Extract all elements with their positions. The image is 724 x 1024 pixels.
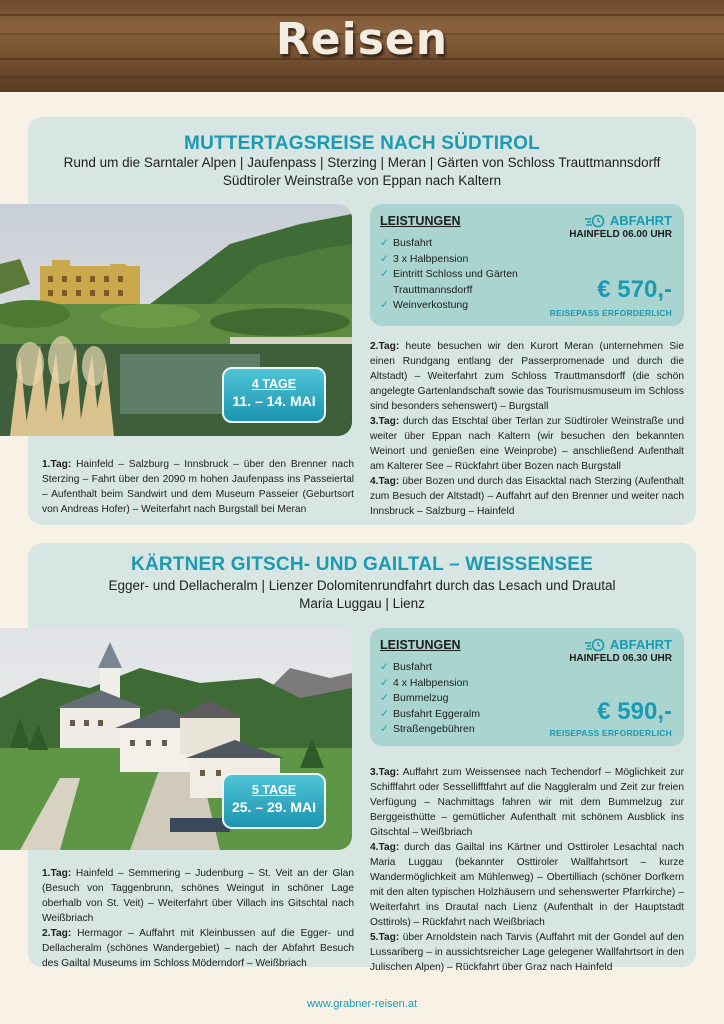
trip-card-kaernten [28, 543, 696, 973]
list-item: ✓ Straßengebühren [380, 722, 480, 738]
list-item: ✓ 4 x Halbpension [380, 676, 480, 692]
itinerary-day: 1.Tag: Hainfeld – Semmering – Judenburg – St. Veit an der Glan (Besuch von Taggenbrunn, schönes Weingut in schöner Lage oberhalb von St. Veit) – Weiterfahrt über Villach ins Gitschtal nach Weißbriach [42, 868, 354, 924]
leistungen-list [380, 236, 540, 314]
itinerary-day: 5.Tag: über Arnoldstein nach Tarvis (Auffahrt mit der Gondel auf den Lussariberg – in aussichtsreicher Lage gelegener Wallfahrtsort in den Julischen Alpen) – Rückfahrt über Graz nach Hainfeld [370, 932, 684, 973]
clock-bus-icon [584, 638, 606, 652]
trip-subtitle-line-1: Egger- und Dellacheralm | Lienzer Dolomitenrundfahrt durch das Lesach und Drautal [108, 578, 616, 593]
check-icon: ✓ [380, 692, 389, 704]
check-icon: ✓ [380, 252, 389, 265]
trip-dates: 11. – 14. MAI [232, 393, 316, 409]
info-box [370, 628, 684, 746]
list-item: ✓ Busfahrt [380, 660, 480, 676]
departure-time: HAINFELD 06.30 UHR [569, 653, 672, 664]
trip-title: KÄRTNER GITSCH- UND GAILTAL – WEISSENSEE [131, 554, 593, 575]
price: € 590,- [597, 698, 672, 725]
itinerary-day: 1.Tag: Hainfeld – Salzburg – Innsbruck – über den Brenner nach Sterzing – Fahrt über den 2090 m hohen Jaufenpass ins Passeiertal – Aufenthalt beim Sandwirt und dem Museum Passeier (Geburtsort von Andreas Hofer) – Weiterfahrt nach Burgstall bei Meran [42, 459, 354, 515]
list-item: ✓ 3 x Halbpension [380, 252, 540, 268]
itinerary-day: 3.Tag: Auffahrt zum Weissensee nach Techendorf – Möglichkeit zur Schifffahrt oder Sessellifftfahrt auf die Naggleralm und Zeit zur freien Verfügung – Nachmittags fahren wir mit dem Bummelzug zur Berggeisthütte – gemütlicher Aufenthalt mit schönem Ausblick ins Gitschtal – Weißbriach [370, 767, 684, 838]
leistungen-heading: LEISTUNGEN [380, 638, 461, 652]
clock-bus-icon [584, 214, 606, 228]
itinerary-day: 3.Tag: durch das Etschtal über Terlan zur Südtiroler Weinstraße und weiter über Eppan nach Kaltern (wir besuchen den bekannten Weinort und genießen eine Weinprobe) – anschließend Aufenthalt am Kalterer See – Rückfahrt über Bozen nach Burgstall [370, 416, 684, 472]
departure-info [569, 213, 672, 240]
trip-subtitle-line-2: Südtiroler Weinstraße von Eppan nach Kaltern [222, 173, 502, 188]
itinerary-right [370, 339, 684, 519]
leistungen-heading: LEISTUNGEN [380, 214, 461, 228]
trip-title: MUTTERTAGSREISE NACH SÜDTIROL [184, 133, 540, 154]
header-banner [0, 0, 724, 92]
itinerary-left [42, 457, 354, 517]
list-item: ✓ Busfahrt Eggeralm [380, 707, 480, 723]
itinerary-day: 4.Tag: durch das Gailtal ins Kärtner und Osttiroler Lesachtal nach Maria Luggau (bekannter Osttiroler Wallfahrtsort – kurze Wandermöglichkeit am Mühlenweg) – Obertilliach (schöner Dorfkern mit den alten typischen Holzhäusern und sehenswerter Pfarrkirche) – Weiterfahrt ins Drautal nach Lienz (Aufenthalt in der Hauptstadt Osttirols) – Rückfahrt nach Weißbriach [370, 842, 684, 928]
check-icon: ✓ [380, 661, 389, 673]
page-title: Reisen [275, 14, 449, 65]
itinerary-day: 2.Tag: Hermagor – Auffahrt mit Kleinbussen auf die Egger- und Dellacheralm (schönes Wandergebiet) – nach der Abfahrt Besuch des Gailtal Museums im Schloss Möderndorf – Weißbriach [42, 928, 354, 969]
date-badge [222, 773, 326, 829]
list-item: ✓ Weinverkostung [380, 298, 540, 314]
departure-label: ABFAHRT [609, 637, 672, 652]
passport-note: REISEPASS ERFORDERLICH [549, 728, 672, 738]
itinerary-right [370, 765, 684, 975]
check-icon: ✓ [380, 723, 389, 735]
trip-subtitle-line-1: Rund um die Sarntaler Alpen | Jaufenpass | Sterzing | Meran | Gärten von Schloss Trauttmannsdorff [63, 155, 661, 170]
trip-duration: 4 TAGE [251, 377, 297, 391]
departure-time: HAINFELD 06.00 UHR [569, 229, 672, 240]
info-box [370, 204, 684, 326]
trip-card-suedtirol [28, 117, 696, 525]
check-icon: ✓ [380, 237, 389, 249]
leistungen-list [380, 660, 480, 738]
passport-note: REISEPASS ERFORDERLICH [549, 308, 672, 318]
trip-duration: 5 TAGE [251, 783, 297, 797]
itinerary-day: 4.Tag: über Bozen und durch das Eisacktal nach Sterzing (Aufenthalt zum Besuch der Altstadt) – Auffahrt auf den Brenner und weiter nach Innsbruck – Salzburg – Hainfeld [370, 476, 684, 517]
trip-dates: 25. – 29. MAI [231, 799, 317, 815]
date-badge [222, 367, 326, 423]
itinerary-left [42, 866, 354, 971]
list-item: ✓ Bummelzug [380, 691, 480, 707]
departure-info [569, 637, 672, 664]
itinerary-day: 2.Tag: heute besuchen wir den Kurort Meran (unternehmen Sie einen Rundgang entlang der Passerpromenade und durch die Altstadt) – Weiterfahrt zum Schloss Trauttmansdorff (die schön angelegte Gartenlandschaft sowie das Tourismusmuseum im Schloss sind besonders sehenswert) – Burgstall [370, 341, 684, 412]
list-item: ✓ Eintritt Schloss und Gärten Trauttmannsdorff [380, 268, 518, 296]
check-icon: ✓ [380, 268, 389, 280]
check-icon: ✓ [380, 707, 389, 720]
trip-subtitle-line-2: Maria Luggau | Lienz [299, 596, 425, 611]
footer-website-link[interactable]: www.grabner-reisen.at [306, 998, 418, 1010]
check-icon: ✓ [380, 299, 389, 311]
departure-label: ABFAHRT [609, 213, 672, 228]
price: € 570,- [597, 276, 672, 303]
check-icon: ✓ [380, 676, 389, 689]
list-item: ✓ Busfahrt [380, 236, 540, 252]
